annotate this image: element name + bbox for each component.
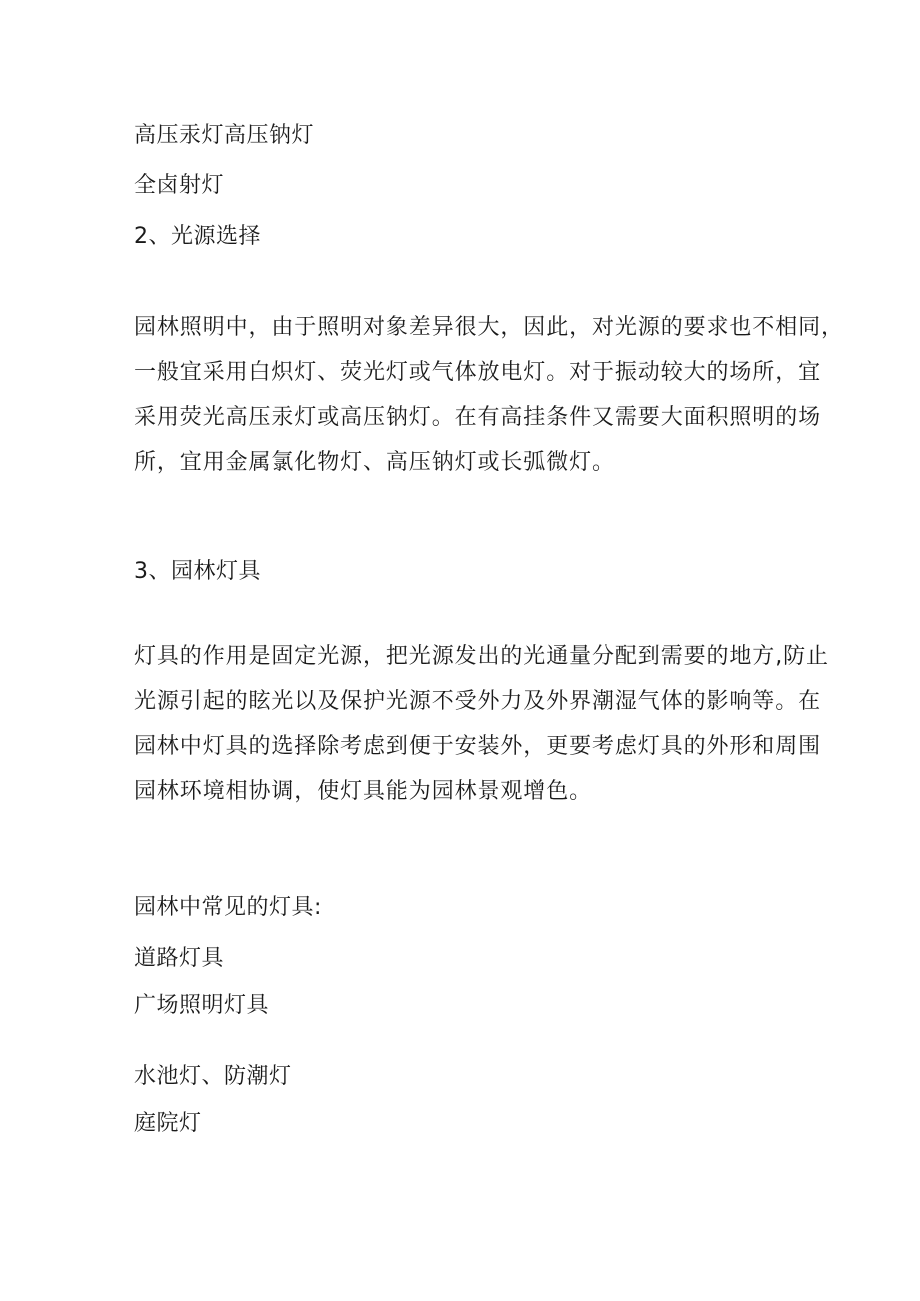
paragraph-garden-lamps [134,634,829,814]
lamp-list-item: 高压汞灯高压钠灯 [134,123,315,148]
lamp-list-item: 庭院灯 [134,1111,202,1136]
paragraph-line: 园林照明中，由于照明对象差异很大，因此，对光源的要求也不相同， [134,315,844,340]
paragraph-line: 园林环境相协调，使灯具能为园林景观增色。 [134,779,593,804]
lamp-list-intro: 园林中常见的灯具: [134,895,322,920]
paragraph-line: 所，宜用金属氯化物灯、高压钠灯或长弧微灯。 [134,450,615,475]
lamp-list-item: 道路灯具 [134,946,225,971]
paragraph-line: 采用荧光高压汞灯或高压钠灯。在有高挂条件又需要大面积照明的场 [134,405,822,430]
lamp-list-item: 广场照明灯具 [134,993,270,1018]
section-heading-light-source: 2、光源选择 [134,224,261,249]
lamp-list-item: 全卤射灯 [134,173,225,198]
lamp-list-item: 水池灯、防潮灯 [134,1064,292,1089]
paragraph-line: 一般宜采用白炽灯、荧光灯或气体放电灯。对于振动较大的场所，宜 [134,360,822,385]
paragraph-light-source-selection [134,305,844,485]
section-heading-garden-lamps: 3、园林灯具 [134,559,261,584]
paragraph-line: 光源引起的眩光以及保护光源不受外力及外界潮湿气体的影响等。在 [134,689,822,714]
paragraph-line: 灯具的作用是固定光源，把光源发出的光通量分配到需要的地方,防止 [134,644,829,669]
paragraph-line: 园林中灯具的选择除考虑到便于安装外，更要考虑灯具的外形和周围 [134,734,822,759]
